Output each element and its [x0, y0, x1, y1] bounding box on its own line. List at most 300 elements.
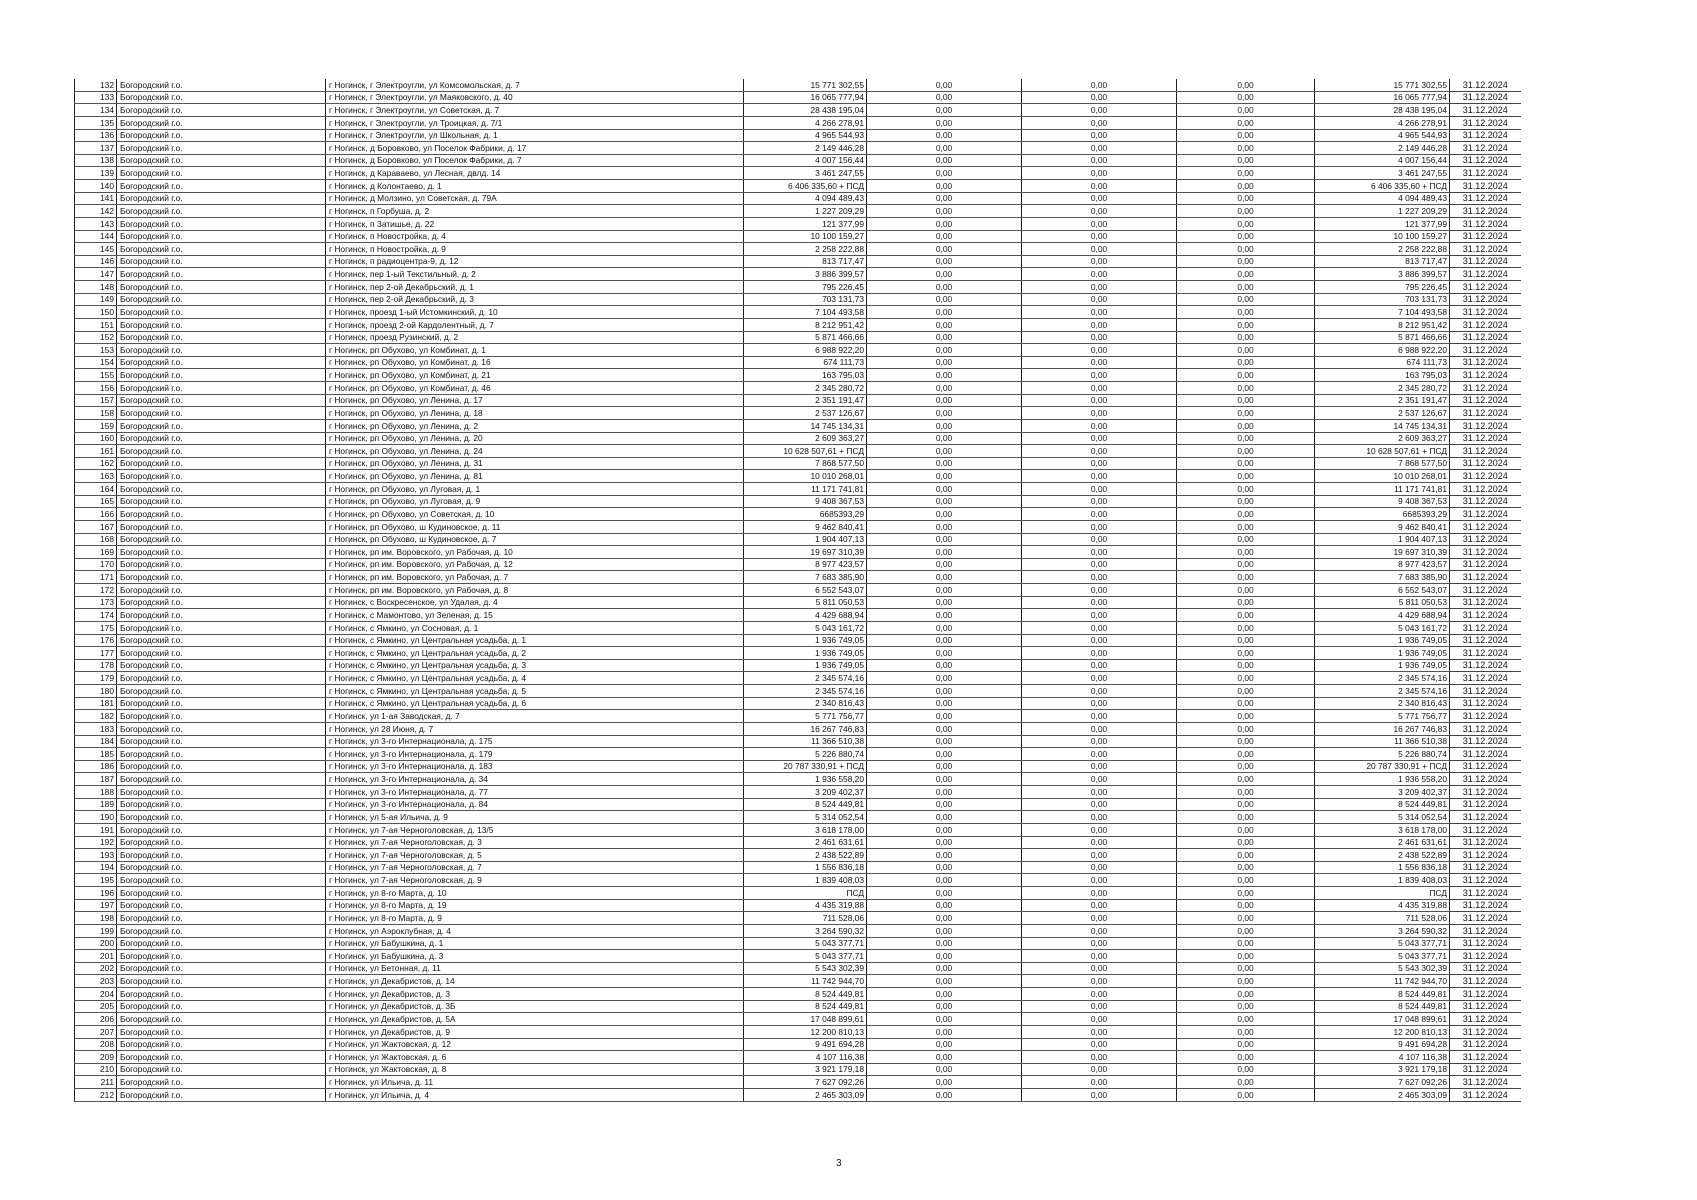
municipality-cell: Богородский г.о.	[117, 760, 326, 773]
deadline-date-cell: 31.12.2024	[1450, 1051, 1521, 1064]
table-row	[75, 268, 1521, 281]
cost-regional-cell: 0,00	[1022, 924, 1177, 937]
cost-local-cell: 0,00	[1177, 318, 1315, 331]
deadline-date-cell: 31.12.2024	[1450, 419, 1521, 432]
cost-owners-cell: 8 977 423,57	[1315, 558, 1450, 571]
table-row	[75, 912, 1521, 925]
cost-owners-cell: 2 537 126,67	[1315, 407, 1450, 420]
row-number-cell: 210	[75, 1063, 117, 1076]
cost-federal-cell: 0,00	[867, 849, 1022, 862]
municipality-cell: Богородский г.о.	[117, 988, 326, 1001]
address-cell: г Ногинск, ул 3-го Интернационала, д. 77	[326, 786, 744, 799]
deadline-date-cell: 31.12.2024	[1450, 546, 1521, 559]
cost-federal-cell: 0,00	[867, 937, 1022, 950]
cost-total-cell: 813 717,47	[744, 255, 867, 268]
cost-local-cell: 0,00	[1177, 596, 1315, 609]
cost-local-cell: 0,00	[1177, 116, 1315, 129]
cost-regional-cell: 0,00	[1022, 1000, 1177, 1013]
deadline-date-cell: 31.12.2024	[1450, 962, 1521, 975]
row-number-cell: 209	[75, 1051, 117, 1064]
cost-federal-cell: 0,00	[867, 394, 1022, 407]
cost-regional-cell: 0,00	[1022, 356, 1177, 369]
address-cell: г Ногинск, п радиоцентра-9, д. 12	[326, 255, 744, 268]
table-row	[75, 596, 1521, 609]
municipality-cell: Богородский г.о.	[117, 937, 326, 950]
deadline-date-cell: 31.12.2024	[1450, 432, 1521, 445]
cost-federal-cell: 0,00	[867, 786, 1022, 799]
address-cell: г Ногинск, п Новостройка, д. 4	[326, 230, 744, 243]
cost-regional-cell: 0,00	[1022, 369, 1177, 382]
row-number-cell: 161	[75, 445, 117, 458]
cost-total-cell: 4 266 278,91	[744, 116, 867, 129]
cost-federal-cell: 0,00	[867, 382, 1022, 395]
cost-federal-cell: 0,00	[867, 255, 1022, 268]
address-cell: г Ногинск, ул 7-ая Черноголовская, д. 13/5	[326, 823, 744, 836]
municipality-cell: Богородский г.о.	[117, 975, 326, 988]
address-cell: г Ногинск, рп Обухово, ул Ленина, д. 17	[326, 394, 744, 407]
cost-total-cell: 703 131,73	[744, 293, 867, 306]
table-row	[75, 79, 1521, 91]
cost-owners-cell: 4 435 319,88	[1315, 899, 1450, 912]
cost-total-cell: 4 094 489,43	[744, 192, 867, 205]
row-number-cell: 165	[75, 495, 117, 508]
municipality-cell: Богородский г.о.	[117, 432, 326, 445]
row-number-cell: 191	[75, 823, 117, 836]
cost-regional-cell: 0,00	[1022, 483, 1177, 496]
cost-federal-cell: 0,00	[867, 861, 1022, 874]
cost-total-cell: 14 745 134,31	[744, 419, 867, 432]
program-table	[74, 79, 1520, 1102]
cost-total-cell: 4 107 116,38	[744, 1051, 867, 1064]
cost-local-cell: 0,00	[1177, 937, 1315, 950]
deadline-date-cell: 31.12.2024	[1450, 306, 1521, 319]
row-number-cell: 201	[75, 950, 117, 963]
cost-regional-cell: 0,00	[1022, 445, 1177, 458]
municipality-cell: Богородский г.о.	[117, 1038, 326, 1051]
address-cell: г Ногинск, рп Обухово, ш Кудиновское, д. 7	[326, 533, 744, 546]
cost-federal-cell: 0,00	[867, 205, 1022, 218]
cost-owners-cell: 8 212 951,42	[1315, 318, 1450, 331]
row-number-cell: 137	[75, 142, 117, 155]
cost-local-cell: 0,00	[1177, 836, 1315, 849]
table-row	[75, 558, 1521, 571]
cost-total-cell: 3 618 178,00	[744, 823, 867, 836]
municipality-cell: Богородский г.о.	[117, 722, 326, 735]
cost-total-cell: 795 226,45	[744, 281, 867, 294]
cost-regional-cell: 0,00	[1022, 760, 1177, 773]
cost-owners-cell: 1 227 209,29	[1315, 205, 1450, 218]
cost-regional-cell: 0,00	[1022, 1051, 1177, 1064]
municipality-cell: Богородский г.о.	[117, 1076, 326, 1089]
table-row	[75, 281, 1521, 294]
cost-regional-cell: 0,00	[1022, 584, 1177, 597]
cost-federal-cell: 0,00	[867, 621, 1022, 634]
deadline-date-cell: 31.12.2024	[1450, 950, 1521, 963]
municipality-cell: Богородский г.о.	[117, 697, 326, 710]
cost-total-cell: 2 609 363,27	[744, 432, 867, 445]
cost-total-cell: 2 438 522,89	[744, 849, 867, 862]
cost-regional-cell: 0,00	[1022, 508, 1177, 521]
cost-federal-cell: 0,00	[867, 533, 1022, 546]
cost-regional-cell: 0,00	[1022, 899, 1177, 912]
cost-federal-cell: 0,00	[867, 356, 1022, 369]
row-number-cell: 150	[75, 306, 117, 319]
address-cell: г Ногинск, ул 7-ая Черноголовская, д. 7	[326, 861, 744, 874]
cost-federal-cell: 0,00	[867, 899, 1022, 912]
table-row	[75, 659, 1521, 672]
address-cell: г Ногинск, рп Обухово, ул Советская, д. 10	[326, 508, 744, 521]
municipality-cell: Богородский г.о.	[117, 243, 326, 256]
table-row	[75, 571, 1521, 584]
cost-total-cell: 5 771 756,77	[744, 710, 867, 723]
row-number-cell: 155	[75, 369, 117, 382]
row-number-cell: 139	[75, 167, 117, 180]
cost-federal-cell: 0,00	[867, 520, 1022, 533]
cost-federal-cell: 0,00	[867, 634, 1022, 647]
municipality-cell: Богородский г.о.	[117, 621, 326, 634]
table-row	[75, 735, 1521, 748]
cost-total-cell: 6685393,29	[744, 508, 867, 521]
cost-federal-cell: 0,00	[867, 722, 1022, 735]
cost-local-cell: 0,00	[1177, 621, 1315, 634]
deadline-date-cell: 31.12.2024	[1450, 243, 1521, 256]
deadline-date-cell: 31.12.2024	[1450, 217, 1521, 230]
cost-owners-cell: 4 965 544,93	[1315, 129, 1450, 142]
table-row	[75, 697, 1521, 710]
cost-owners-cell: 1 904 407,13	[1315, 533, 1450, 546]
row-number-cell: 163	[75, 470, 117, 483]
deadline-date-cell: 31.12.2024	[1450, 937, 1521, 950]
cost-federal-cell: 0,00	[867, 924, 1022, 937]
cost-regional-cell: 0,00	[1022, 1063, 1177, 1076]
cost-owners-cell: 5 043 161,72	[1315, 621, 1450, 634]
table-row	[75, 546, 1521, 559]
address-cell: г Ногинск, д Боровково, ул Поселок Фабрики, д. 7	[326, 154, 744, 167]
cost-local-cell: 0,00	[1177, 419, 1315, 432]
municipality-cell: Богородский г.о.	[117, 861, 326, 874]
deadline-date-cell: 31.12.2024	[1450, 268, 1521, 281]
municipality-cell: Богородский г.о.	[117, 912, 326, 925]
deadline-date-cell: 31.12.2024	[1450, 1076, 1521, 1089]
municipality-cell: Богородский г.о.	[117, 129, 326, 142]
row-number-cell: 152	[75, 331, 117, 344]
cost-local-cell: 0,00	[1177, 722, 1315, 735]
row-number-cell: 203	[75, 975, 117, 988]
cost-total-cell: 19 697 310,39	[744, 546, 867, 559]
cost-owners-cell: 20 787 330,91 + ПСД	[1315, 760, 1450, 773]
cost-total-cell: 7 104 493,58	[744, 306, 867, 319]
page-number: 3	[836, 1158, 842, 1169]
address-cell: г Ногинск, г Электроугли, ул Троицкая, д. 7/1	[326, 116, 744, 129]
deadline-date-cell: 31.12.2024	[1450, 129, 1521, 142]
table-row	[75, 457, 1521, 470]
deadline-date-cell: 31.12.2024	[1450, 192, 1521, 205]
table-row	[75, 609, 1521, 622]
municipality-cell: Богородский г.о.	[117, 672, 326, 685]
row-number-cell: 159	[75, 419, 117, 432]
table-row	[75, 1063, 1521, 1076]
cost-regional-cell: 0,00	[1022, 697, 1177, 710]
cost-owners-cell: 2 258 222,88	[1315, 243, 1450, 256]
cost-federal-cell: 0,00	[867, 457, 1022, 470]
cost-federal-cell: 0,00	[867, 91, 1022, 104]
cost-total-cell: 121 377,99	[744, 217, 867, 230]
cost-local-cell: 0,00	[1177, 1000, 1315, 1013]
municipality-cell: Богородский г.о.	[117, 874, 326, 887]
cost-local-cell: 0,00	[1177, 798, 1315, 811]
cost-owners-cell: 10 100 159,27	[1315, 230, 1450, 243]
address-cell: г Ногинск, рп Обухово, ул Комбинат, д. 21	[326, 369, 744, 382]
cost-regional-cell: 0,00	[1022, 1025, 1177, 1038]
row-number-cell: 196	[75, 887, 117, 900]
municipality-cell: Богородский г.о.	[117, 255, 326, 268]
cost-owners-cell: 8 524 449,81	[1315, 798, 1450, 811]
cost-owners-cell: 9 462 840,41	[1315, 520, 1450, 533]
municipality-cell: Богородский г.о.	[117, 520, 326, 533]
table-row	[75, 887, 1521, 900]
cost-regional-cell: 0,00	[1022, 773, 1177, 786]
row-number-cell: 162	[75, 457, 117, 470]
deadline-date-cell: 31.12.2024	[1450, 344, 1521, 357]
deadline-date-cell: 31.12.2024	[1450, 621, 1521, 634]
cost-local-cell: 0,00	[1177, 710, 1315, 723]
row-number-cell: 205	[75, 1000, 117, 1013]
cost-federal-cell: 0,00	[867, 470, 1022, 483]
row-number-cell: 193	[75, 849, 117, 862]
row-number-cell: 182	[75, 710, 117, 723]
cost-total-cell: 7 868 577,50	[744, 457, 867, 470]
table-row	[75, 849, 1521, 862]
row-number-cell: 134	[75, 104, 117, 117]
table-row	[75, 748, 1521, 761]
cost-local-cell: 0,00	[1177, 672, 1315, 685]
municipality-cell: Богородский г.о.	[117, 79, 326, 91]
municipality-cell: Богородский г.о.	[117, 962, 326, 975]
cost-local-cell: 0,00	[1177, 180, 1315, 193]
cost-local-cell: 0,00	[1177, 1051, 1315, 1064]
cost-local-cell: 0,00	[1177, 975, 1315, 988]
cost-local-cell: 0,00	[1177, 861, 1315, 874]
municipality-cell: Богородский г.о.	[117, 533, 326, 546]
address-cell: г Ногинск, ул 7-ая Черноголовская, д. 5	[326, 849, 744, 862]
row-number-cell: 172	[75, 584, 117, 597]
table-row	[75, 874, 1521, 887]
address-cell: г Ногинск, д Боровково, ул Поселок Фабрики, д. 17	[326, 142, 744, 155]
row-number-cell: 168	[75, 533, 117, 546]
row-number-cell: 183	[75, 722, 117, 735]
cost-owners-cell: 17 048 899,61	[1315, 1013, 1450, 1026]
cost-regional-cell: 0,00	[1022, 281, 1177, 294]
cost-owners-cell: 8 524 449,81	[1315, 1000, 1450, 1013]
deadline-date-cell: 31.12.2024	[1450, 697, 1521, 710]
cost-local-cell: 0,00	[1177, 533, 1315, 546]
cost-regional-cell: 0,00	[1022, 116, 1177, 129]
table-row	[75, 167, 1521, 180]
deadline-date-cell: 31.12.2024	[1450, 773, 1521, 786]
cost-owners-cell: 19 697 310,39	[1315, 546, 1450, 559]
table-row	[75, 621, 1521, 634]
cost-federal-cell: 0,00	[867, 596, 1022, 609]
cost-total-cell: 674 111,73	[744, 356, 867, 369]
cost-federal-cell: 0,00	[867, 104, 1022, 117]
table-row	[75, 975, 1521, 988]
deadline-date-cell: 31.12.2024	[1450, 861, 1521, 874]
cost-owners-cell: 16 065 777,94	[1315, 91, 1450, 104]
deadline-date-cell: 31.12.2024	[1450, 558, 1521, 571]
table-row	[75, 217, 1521, 230]
cost-total-cell: 3 264 590,32	[744, 924, 867, 937]
cost-regional-cell: 0,00	[1022, 546, 1177, 559]
address-cell: г Ногинск, рп им. Воровского, ул Рабочая, д. 12	[326, 558, 744, 571]
table-row	[75, 356, 1521, 369]
cost-total-cell: 8 977 423,57	[744, 558, 867, 571]
cost-federal-cell: 0,00	[867, 950, 1022, 963]
row-number-cell: 181	[75, 697, 117, 710]
cost-regional-cell: 0,00	[1022, 407, 1177, 420]
cost-federal-cell: 0,00	[867, 609, 1022, 622]
address-cell: г Ногинск, п Новостройка, д. 9	[326, 243, 744, 256]
cost-federal-cell: 0,00	[867, 874, 1022, 887]
deadline-date-cell: 31.12.2024	[1450, 1025, 1521, 1038]
cost-local-cell: 0,00	[1177, 849, 1315, 862]
cost-local-cell: 0,00	[1177, 306, 1315, 319]
row-number-cell: 166	[75, 508, 117, 521]
table-row	[75, 154, 1521, 167]
municipality-cell: Богородский г.о.	[117, 571, 326, 584]
table-row	[75, 950, 1521, 963]
cost-owners-cell: 2 465 303,09	[1315, 1089, 1450, 1102]
address-cell: г Ногинск, с Ямкино, ул Центральная усадьба, д. 4	[326, 672, 744, 685]
address-cell: г Ногинск, с Ямкино, ул Сосновая, д. 1	[326, 621, 744, 634]
row-number-cell: 180	[75, 685, 117, 698]
row-number-cell: 158	[75, 407, 117, 420]
cost-local-cell: 0,00	[1177, 445, 1315, 458]
municipality-cell: Богородский г.о.	[117, 281, 326, 294]
row-number-cell: 173	[75, 596, 117, 609]
table-row	[75, 584, 1521, 597]
cost-total-cell: 1 227 209,29	[744, 205, 867, 218]
cost-regional-cell: 0,00	[1022, 609, 1177, 622]
cost-local-cell: 0,00	[1177, 520, 1315, 533]
address-cell: г Ногинск, рп Обухово, ул Ленина, д. 20	[326, 432, 744, 445]
deadline-date-cell: 31.12.2024	[1450, 924, 1521, 937]
row-number-cell: 141	[75, 192, 117, 205]
deadline-date-cell: 31.12.2024	[1450, 1013, 1521, 1026]
table-row	[75, 773, 1521, 786]
cost-regional-cell: 0,00	[1022, 558, 1177, 571]
cost-regional-cell: 0,00	[1022, 180, 1177, 193]
municipality-cell: Богородский г.о.	[117, 495, 326, 508]
municipality-cell: Богородский г.о.	[117, 142, 326, 155]
cost-total-cell: 2 340 816,43	[744, 697, 867, 710]
cost-owners-cell: 1 936 558,20	[1315, 773, 1450, 786]
cost-local-cell: 0,00	[1177, 91, 1315, 104]
municipality-cell: Богородский г.о.	[117, 546, 326, 559]
cost-regional-cell: 0,00	[1022, 243, 1177, 256]
cost-owners-cell: 3 618 178,00	[1315, 823, 1450, 836]
cost-federal-cell: 0,00	[867, 975, 1022, 988]
cost-local-cell: 0,00	[1177, 217, 1315, 230]
row-number-cell: 132	[75, 79, 117, 91]
cost-owners-cell: 28 438 195,04	[1315, 104, 1450, 117]
cost-local-cell: 0,00	[1177, 1013, 1315, 1026]
address-cell: г Ногинск, ул Бабушкина, д. 3	[326, 950, 744, 963]
row-number-cell: 185	[75, 748, 117, 761]
row-number-cell: 208	[75, 1038, 117, 1051]
cost-owners-cell: 3 209 402,37	[1315, 786, 1450, 799]
cost-federal-cell: 0,00	[867, 129, 1022, 142]
cost-owners-cell: 8 524 449,81	[1315, 988, 1450, 1001]
cost-owners-cell: 1 839 408,03	[1315, 874, 1450, 887]
deadline-date-cell: 31.12.2024	[1450, 609, 1521, 622]
deadline-date-cell: 31.12.2024	[1450, 887, 1521, 900]
municipality-cell: Богородский г.о.	[117, 710, 326, 723]
cost-regional-cell: 0,00	[1022, 849, 1177, 862]
cost-owners-cell: 2 438 522,89	[1315, 849, 1450, 862]
row-number-cell: 143	[75, 217, 117, 230]
cost-owners-cell: 3 461 247,55	[1315, 167, 1450, 180]
deadline-date-cell: 31.12.2024	[1450, 205, 1521, 218]
cost-total-cell: 10 010 268,01	[744, 470, 867, 483]
cost-owners-cell: ПСД	[1315, 887, 1450, 900]
row-number-cell: 136	[75, 129, 117, 142]
cost-federal-cell: 0,00	[867, 495, 1022, 508]
deadline-date-cell: 31.12.2024	[1450, 710, 1521, 723]
municipality-cell: Богородский г.о.	[117, 659, 326, 672]
table-row	[75, 483, 1521, 496]
cost-total-cell: 2 345 574,16	[744, 685, 867, 698]
table-row	[75, 861, 1521, 874]
cost-owners-cell: 1 936 749,05	[1315, 647, 1450, 660]
table-row	[75, 116, 1521, 129]
cost-total-cell: 16 267 746,83	[744, 722, 867, 735]
cost-owners-cell: 1 936 749,05	[1315, 634, 1450, 647]
deadline-date-cell: 31.12.2024	[1450, 836, 1521, 849]
cost-local-cell: 0,00	[1177, 773, 1315, 786]
table-row	[75, 722, 1521, 735]
row-number-cell: 142	[75, 205, 117, 218]
municipality-cell: Богородский г.о.	[117, 899, 326, 912]
cost-total-cell: 1 936 749,05	[744, 647, 867, 660]
address-cell: г Ногинск, п Горбуша, д. 2	[326, 205, 744, 218]
table-row	[75, 1013, 1521, 1026]
cost-federal-cell: 0,00	[867, 584, 1022, 597]
table-row	[75, 495, 1521, 508]
cost-owners-cell: 2 340 816,43	[1315, 697, 1450, 710]
table-row	[75, 344, 1521, 357]
cost-total-cell: 4 429 688,94	[744, 609, 867, 622]
cost-federal-cell: 0,00	[867, 571, 1022, 584]
deadline-date-cell: 31.12.2024	[1450, 318, 1521, 331]
row-number-cell: 197	[75, 899, 117, 912]
cost-federal-cell: 0,00	[867, 988, 1022, 1001]
cost-owners-cell: 1 936 749,05	[1315, 659, 1450, 672]
address-cell: г Ногинск, ул Жактовская, д. 6	[326, 1051, 744, 1064]
deadline-date-cell: 31.12.2024	[1450, 91, 1521, 104]
row-number-cell: 186	[75, 760, 117, 773]
municipality-cell: Богородский г.о.	[117, 230, 326, 243]
address-cell: г Ногинск, рп Обухово, ул Комбинат, д. 1	[326, 344, 744, 357]
cost-owners-cell: 4 094 489,43	[1315, 192, 1450, 205]
cost-total-cell: 163 795,03	[744, 369, 867, 382]
municipality-cell: Богородский г.о.	[117, 596, 326, 609]
deadline-date-cell: 31.12.2024	[1450, 407, 1521, 420]
address-cell: г Ногинск, с Ямкино, ул Центральная усадьба, д. 6	[326, 697, 744, 710]
address-cell: г Ногинск, с Ямкино, ул Центральная усадьба, д. 1	[326, 634, 744, 647]
cost-regional-cell: 0,00	[1022, 722, 1177, 735]
cost-owners-cell: 4 007 156,44	[1315, 154, 1450, 167]
municipality-cell: Богородский г.о.	[117, 217, 326, 230]
